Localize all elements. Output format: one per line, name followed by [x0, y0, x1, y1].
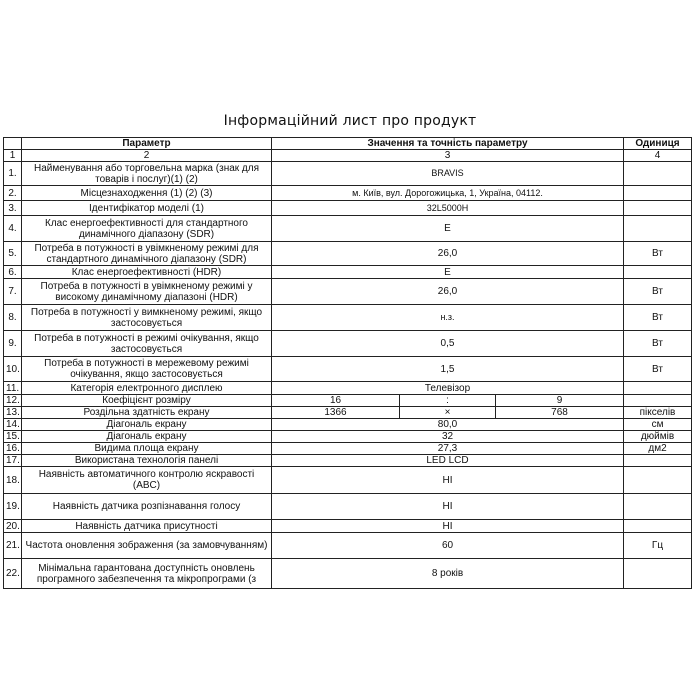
row-number: 15. — [4, 431, 22, 443]
header-unit: Одиниця — [624, 138, 692, 150]
row-number: 14. — [4, 419, 22, 431]
row-number: 4. — [4, 216, 22, 242]
row-param: Діагональ екрану — [22, 431, 272, 443]
row-number: 1. — [4, 162, 22, 186]
table-row — [4, 357, 692, 382]
row-unit — [624, 162, 692, 186]
row-value-right: 768 — [496, 407, 624, 419]
product-info-table — [3, 137, 692, 589]
row-value: м. Київ, вул. Дорогожицька, 1, Україна, 04112. — [272, 186, 624, 201]
row-unit: Вт — [624, 279, 692, 305]
row-value-right: 9 — [496, 395, 624, 407]
row-param: Ідентифікатор моделі (1) — [22, 201, 272, 216]
row-value: LED LCD — [272, 455, 624, 467]
row-value: НІ — [272, 467, 624, 494]
row-number: 20. — [4, 520, 22, 533]
table-row — [4, 305, 692, 331]
row-unit — [624, 520, 692, 533]
table-row — [4, 216, 692, 242]
row-value: 26,0 — [272, 279, 624, 305]
row-value: 27,3 — [272, 443, 624, 455]
table-row — [4, 201, 692, 216]
row-value: 60 — [272, 533, 624, 559]
table-row — [4, 533, 692, 559]
row-unit: Вт — [624, 305, 692, 331]
row-value: 8 років — [272, 559, 624, 589]
row-param: Клас енергоефективності для стандартного динамічного діапазону (SDR) — [22, 216, 272, 242]
row-unit — [624, 201, 692, 216]
row-param: Потреба в потужності в режимі очікування, якщо застосовується — [22, 331, 272, 357]
row-value-left: 1366 — [272, 407, 400, 419]
row-param: Видима площа екрану — [22, 443, 272, 455]
row-param: Мінімальна гарантована доступність оновлень програмного забезпечення та мікропрограми (з — [22, 559, 272, 589]
row-unit: Вт — [624, 357, 692, 382]
header-value: Значення та точність параметру — [272, 138, 624, 150]
column-number: 4 — [624, 150, 692, 162]
row-unit: Гц — [624, 533, 692, 559]
header-number — [4, 138, 22, 150]
column-number: 2 — [22, 150, 272, 162]
row-param: Наявність датчика розпізнавання голосу — [22, 494, 272, 520]
table-row — [4, 559, 692, 589]
row-param: Потреба в потужності в увімкненому режимі для стандартного динамічного діапазону (SDR) — [22, 242, 272, 266]
row-value-separator: : — [400, 395, 496, 407]
row-value: н.з. — [272, 305, 624, 331]
row-number: 17. — [4, 455, 22, 467]
row-unit — [624, 559, 692, 589]
row-param: Наявність автоматичного контролю яскравості (ABC) — [22, 467, 272, 494]
row-unit: пікселів — [624, 407, 692, 419]
row-value: НІ — [272, 494, 624, 520]
table-row — [4, 443, 692, 455]
row-number: 11. — [4, 382, 22, 395]
row-param: Використана технологія панелі — [22, 455, 272, 467]
table-row — [4, 331, 692, 357]
row-number: 22. — [4, 559, 22, 589]
row-param: Частота оновлення зображення (за замовчуванням) — [22, 533, 272, 559]
row-value: Телевізор — [272, 382, 624, 395]
row-value: 1,5 — [272, 357, 624, 382]
row-param: Коефіцієнт розміру — [22, 395, 272, 407]
table-row — [4, 395, 692, 407]
row-unit — [624, 216, 692, 242]
row-number: 16. — [4, 443, 22, 455]
row-param: Роздільна здатність екрану — [22, 407, 272, 419]
row-number: 21. — [4, 533, 22, 559]
row-unit — [624, 382, 692, 395]
row-number: 9. — [4, 331, 22, 357]
row-unit — [624, 494, 692, 520]
row-unit: Вт — [624, 331, 692, 357]
table-row — [4, 186, 692, 201]
table-row — [4, 162, 692, 186]
row-unit — [624, 455, 692, 467]
row-value: 32 — [272, 431, 624, 443]
row-value: E — [272, 216, 624, 242]
row-param: Потреба в потужності в мережевому режимі очікування, якщо застосовується — [22, 357, 272, 382]
row-unit — [624, 395, 692, 407]
page-title: Інформаційний лист про продукт — [223, 113, 477, 129]
column-number: 1 — [4, 150, 22, 162]
row-unit: Вт — [624, 242, 692, 266]
row-value: 0,5 — [272, 331, 624, 357]
row-unit: дюймів — [624, 431, 692, 443]
row-param: Клас енергоефективності (HDR) — [22, 266, 272, 279]
header-param: Параметр — [22, 138, 272, 150]
table-row — [4, 467, 692, 494]
row-param: Потреба в потужності в увімкненому режимі у високому динамічному діапазоні (HDR) — [22, 279, 272, 305]
row-param: Найменування або торговельна марка (знак для товарів і послуг)(1) (2) — [22, 162, 272, 186]
row-param: Наявність датчика присутності — [22, 520, 272, 533]
row-param: Місцезнаходження (1) (2) (3) — [22, 186, 272, 201]
row-value: НІ — [272, 520, 624, 533]
table-row — [4, 520, 692, 533]
row-number: 5. — [4, 242, 22, 266]
row-value: E — [272, 266, 624, 279]
table-row — [4, 419, 692, 431]
table-row — [4, 266, 692, 279]
row-param: Категорія електронного дисплею — [22, 382, 272, 395]
table-row — [4, 382, 692, 395]
row-number: 10. — [4, 357, 22, 382]
row-number: 6. — [4, 266, 22, 279]
row-value-left: 16 — [272, 395, 400, 407]
row-value: 26,0 — [272, 242, 624, 266]
row-number: 7. — [4, 279, 22, 305]
row-value: 32L5000H — [272, 201, 624, 216]
row-value-separator: × — [400, 407, 496, 419]
table-row — [4, 494, 692, 520]
table-row — [4, 279, 692, 305]
row-number: 8. — [4, 305, 22, 331]
row-unit — [624, 186, 692, 201]
row-unit — [624, 266, 692, 279]
row-number: 2. — [4, 186, 22, 201]
row-param: Потреба в потужності у вимкненому режимі, якщо застосовується — [22, 305, 272, 331]
table-row — [4, 455, 692, 467]
column-number: 3 — [272, 150, 624, 162]
row-unit — [624, 467, 692, 494]
column-number-row — [4, 150, 692, 162]
row-number: 13. — [4, 407, 22, 419]
row-number: 12. — [4, 395, 22, 407]
row-param: Діагональ екрану — [22, 419, 272, 431]
table-row — [4, 242, 692, 266]
row-value: BRAVIS — [272, 162, 624, 186]
row-number: 18. — [4, 467, 22, 494]
row-value: 80,0 — [272, 419, 624, 431]
row-unit: дм2 — [624, 443, 692, 455]
table-row — [4, 431, 692, 443]
row-number: 19. — [4, 494, 22, 520]
header-row — [4, 138, 692, 150]
row-unit: см — [624, 419, 692, 431]
row-number: 3. — [4, 201, 22, 216]
table-row — [4, 407, 692, 419]
